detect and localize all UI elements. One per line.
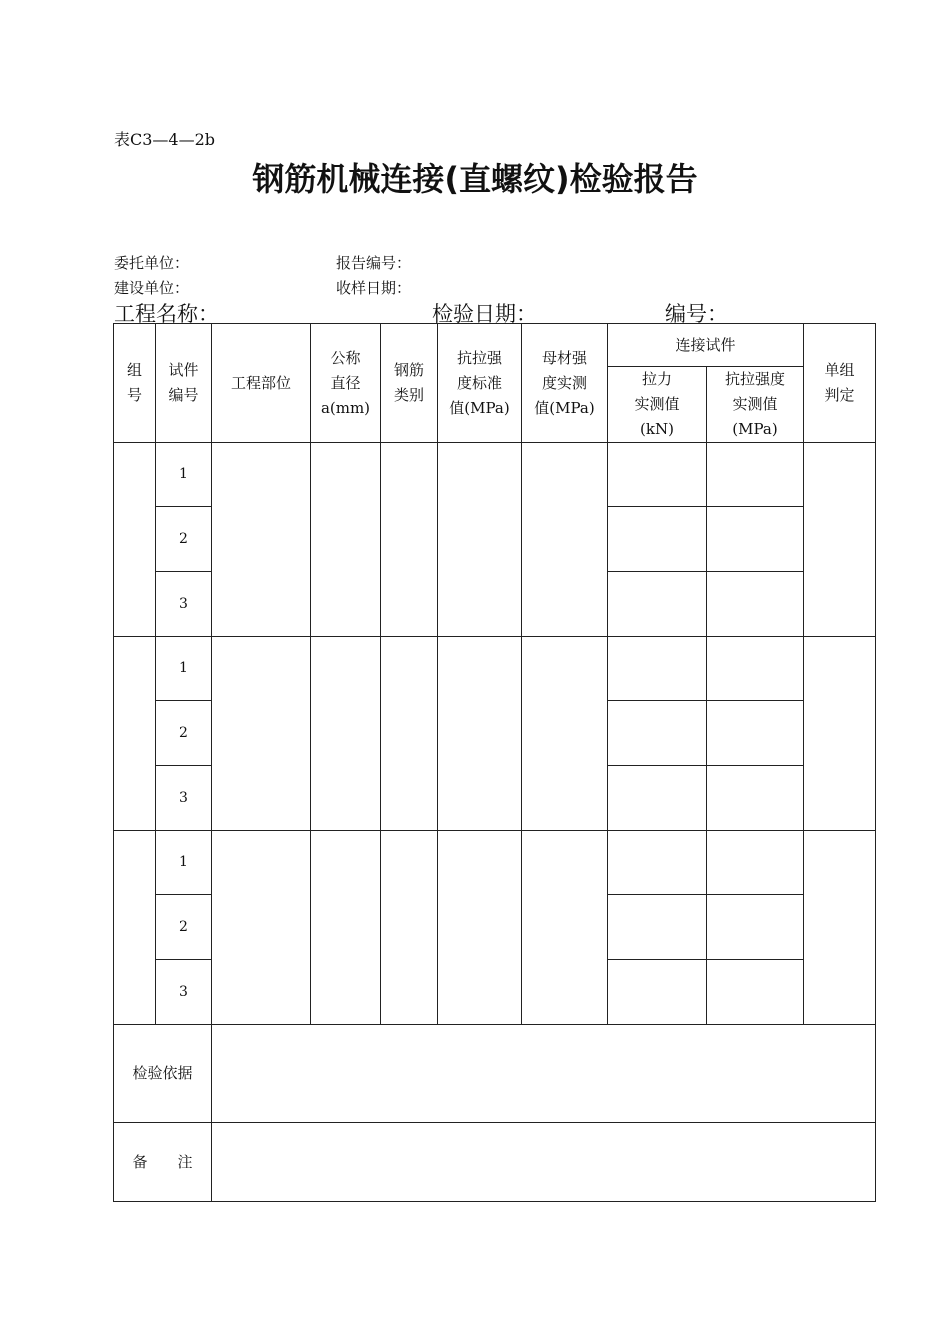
specimen-no: 1 <box>156 831 212 895</box>
force-actual-cell[interactable] <box>608 507 707 572</box>
header-group-judgement: 单组 判定 <box>804 324 876 443</box>
sample-date-label: 收样日期： <box>336 279 412 297</box>
force-actual-cell[interactable] <box>608 766 707 831</box>
header-project-part: 工程部位 <box>212 324 311 443</box>
header-nominal-diameter: 公称 直径 a(mm) <box>311 324 381 443</box>
tensile-actual-cell[interactable] <box>707 766 804 831</box>
basis-label: 检验依据 <box>114 1025 212 1123</box>
rebar-type-cell[interactable] <box>381 637 438 831</box>
project-name-label: 工程名称： <box>114 302 219 326</box>
project-part-cell[interactable] <box>212 831 311 1025</box>
group-judgement-cell[interactable] <box>804 443 876 637</box>
tensile-actual-cell[interactable] <box>707 572 804 637</box>
force-actual-cell[interactable] <box>608 960 707 1025</box>
header-force-actual: 拉力 实测值 (kN) <box>608 367 707 443</box>
nominal-diameter-cell[interactable] <box>311 443 381 637</box>
specimen-no: 2 <box>156 701 212 766</box>
tensile-std-cell[interactable] <box>438 831 522 1025</box>
project-part-cell[interactable] <box>212 637 311 831</box>
report-no-label: 报告编号： <box>336 254 412 272</box>
group-cell[interactable] <box>114 637 156 831</box>
test-date-label: 检验日期： <box>432 302 537 326</box>
rebar-type-cell[interactable] <box>381 443 438 637</box>
specimen-no: 1 <box>156 637 212 701</box>
specimen-no: 3 <box>156 766 212 831</box>
force-actual-cell[interactable] <box>608 637 707 701</box>
tensile-actual-cell[interactable] <box>707 831 804 895</box>
force-actual-cell[interactable] <box>608 895 707 960</box>
header-specimen-no: 试件 编号 <box>156 324 212 443</box>
base-actual-cell[interactable] <box>522 831 608 1025</box>
page-title: 钢筋机械连接(直螺纹)检验报告 <box>252 160 698 198</box>
base-actual-cell[interactable] <box>522 443 608 637</box>
header-group: 组 号 <box>114 324 156 443</box>
number-label: 编号： <box>665 302 728 326</box>
specimen-no: 2 <box>156 895 212 960</box>
inspection-table <box>113 323 876 1202</box>
tensile-actual-cell[interactable] <box>707 960 804 1025</box>
client-label: 委托单位： <box>114 254 190 272</box>
remarks-cell[interactable] <box>212 1123 876 1202</box>
header-rebar-type: 钢筋 类别 <box>381 324 438 443</box>
tensile-std-cell[interactable] <box>438 637 522 831</box>
basis-cell[interactable] <box>212 1025 876 1123</box>
base-actual-cell[interactable] <box>522 637 608 831</box>
specimen-no: 1 <box>156 443 212 507</box>
tensile-actual-cell[interactable] <box>707 637 804 701</box>
remarks-label: 备 注 <box>114 1123 212 1202</box>
group-judgement-cell[interactable] <box>804 637 876 831</box>
tensile-std-cell[interactable] <box>438 443 522 637</box>
header-tensile-actual: 抗拉强度 实测值 (MPa) <box>707 367 804 443</box>
specimen-no: 3 <box>156 572 212 637</box>
force-actual-cell[interactable] <box>608 572 707 637</box>
tensile-actual-cell[interactable] <box>707 507 804 572</box>
specimen-no: 3 <box>156 960 212 1025</box>
group-cell[interactable] <box>114 443 156 637</box>
group-judgement-cell[interactable] <box>804 831 876 1025</box>
force-actual-cell[interactable] <box>608 443 707 507</box>
group-cell[interactable] <box>114 831 156 1025</box>
rebar-type-cell[interactable] <box>381 831 438 1025</box>
tensile-actual-cell[interactable] <box>707 701 804 766</box>
tensile-actual-cell[interactable] <box>707 895 804 960</box>
builder-label: 建设单位： <box>114 279 190 297</box>
project-part-cell[interactable] <box>212 443 311 637</box>
specimen-no: 2 <box>156 507 212 572</box>
header-joint-specimen: 连接试件 <box>608 324 804 367</box>
header-tensile-std: 抗拉强 度标准 值(MPa) <box>438 324 522 443</box>
force-actual-cell[interactable] <box>608 831 707 895</box>
nominal-diameter-cell[interactable] <box>311 637 381 831</box>
form-code: 表C3—4—2b <box>114 130 216 149</box>
header-base-actual: 母材强 度实测 值(MPa) <box>522 324 608 443</box>
nominal-diameter-cell[interactable] <box>311 831 381 1025</box>
tensile-actual-cell[interactable] <box>707 443 804 507</box>
force-actual-cell[interactable] <box>608 701 707 766</box>
